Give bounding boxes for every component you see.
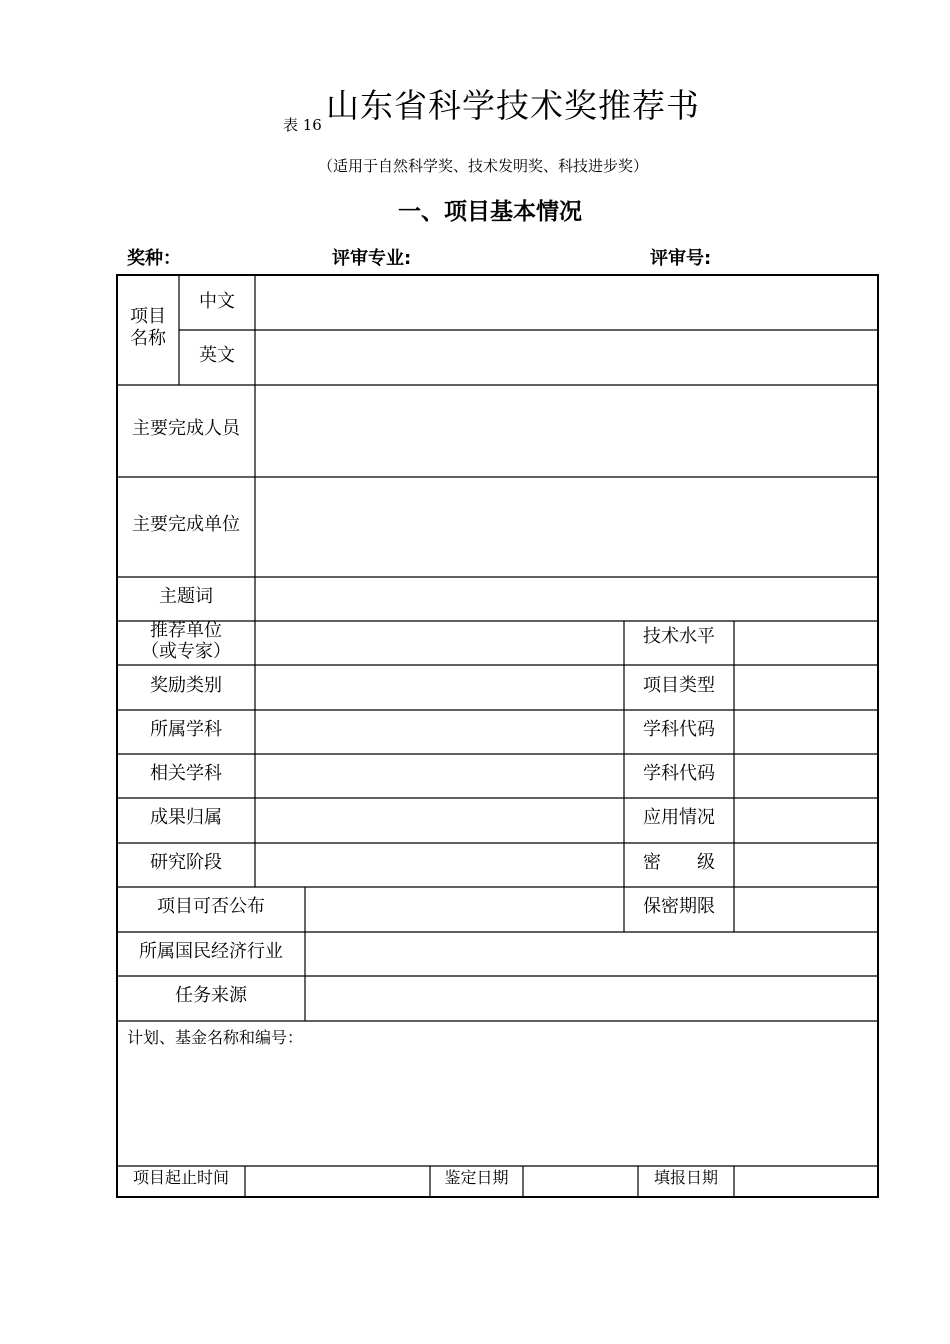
- industry-label: 所属国民经济行业: [139, 941, 283, 962]
- english-name-label: 英文: [199, 345, 235, 366]
- main-persons-field[interactable]: [256, 386, 877, 476]
- reward-category-label: 奖励类别: [150, 675, 222, 696]
- review-number-label: 评审号:: [650, 248, 712, 269]
- research-stage-label: 研究阶段: [150, 852, 222, 873]
- project-type-field[interactable]: [735, 666, 877, 709]
- related-discipline-label: 相关学科: [150, 763, 222, 784]
- main-units-label: 主要完成单位: [132, 513, 240, 535]
- tech-level-label: 技术水平: [643, 626, 715, 647]
- secret-period-field[interactable]: [735, 888, 877, 931]
- discipline-code-field[interactable]: [735, 711, 877, 753]
- project-type-label: 项目类型: [643, 675, 715, 696]
- research-stage-field[interactable]: [256, 844, 623, 886]
- secret-period-label: 保密期限: [643, 896, 715, 917]
- related-code-field[interactable]: [735, 755, 877, 797]
- english-name-field[interactable]: [256, 331, 877, 384]
- tech-level-field[interactable]: [735, 622, 877, 664]
- chinese-name-label: 中文: [199, 291, 235, 312]
- recommender-label: 推荐单位 （或专家）: [141, 620, 231, 662]
- award-type-label: 奖种：: [127, 248, 181, 269]
- fill-date-field[interactable]: [735, 1167, 877, 1196]
- keywords-label: 主题词: [159, 586, 213, 607]
- publishable-label: 项目可否公布: [157, 896, 265, 917]
- ownership-field[interactable]: [256, 799, 623, 842]
- table-number: 表 16: [283, 116, 322, 134]
- task-source-field[interactable]: [306, 977, 877, 1020]
- discipline-field[interactable]: [256, 711, 623, 753]
- start-end-label: 项目起止时间: [132, 1168, 229, 1187]
- discipline-code-label: 学科代码: [643, 719, 715, 740]
- appraisal-date-label: 鉴定日期: [444, 1168, 509, 1187]
- plan-fund-field[interactable]: [118, 1052, 877, 1165]
- page-title: 山东省科学技术奖推荐书: [326, 86, 700, 125]
- reward-category-field[interactable]: [256, 666, 623, 709]
- review-major-label: 评审专业:: [332, 248, 412, 269]
- main-persons-label: 主要完成人员: [132, 418, 240, 439]
- task-source-label: 任务来源: [175, 985, 247, 1006]
- section-title: 一、项目基本情况: [398, 199, 582, 225]
- appraisal-date-field[interactable]: [524, 1167, 637, 1196]
- secret-level-label: 密 级: [643, 852, 715, 873]
- keywords-field[interactable]: [256, 578, 877, 620]
- secret-level-field[interactable]: [735, 844, 877, 886]
- discipline-label: 所属学科: [150, 719, 222, 740]
- publishable-field[interactable]: [306, 888, 623, 931]
- main-units-field[interactable]: [256, 478, 877, 576]
- start-end-field[interactable]: [246, 1167, 429, 1196]
- related-code-label: 学科代码: [643, 763, 715, 784]
- ownership-label: 成果归属: [150, 807, 222, 828]
- industry-field[interactable]: [306, 933, 877, 975]
- application-label: 应用情况: [643, 807, 715, 828]
- chinese-name-field[interactable]: [256, 276, 877, 329]
- page-subtitle: （适用于自然科学奖、技术发明奖、科技进步奖）: [318, 157, 649, 175]
- application-field[interactable]: [735, 799, 877, 842]
- plan-fund-label: 计划、基金名称和编号：: [127, 1028, 304, 1047]
- project-name-label: 项目 名称: [130, 306, 166, 349]
- related-discipline-field[interactable]: [256, 755, 623, 797]
- fill-date-label: 填报日期: [653, 1168, 718, 1187]
- recommender-field[interactable]: [256, 622, 623, 664]
